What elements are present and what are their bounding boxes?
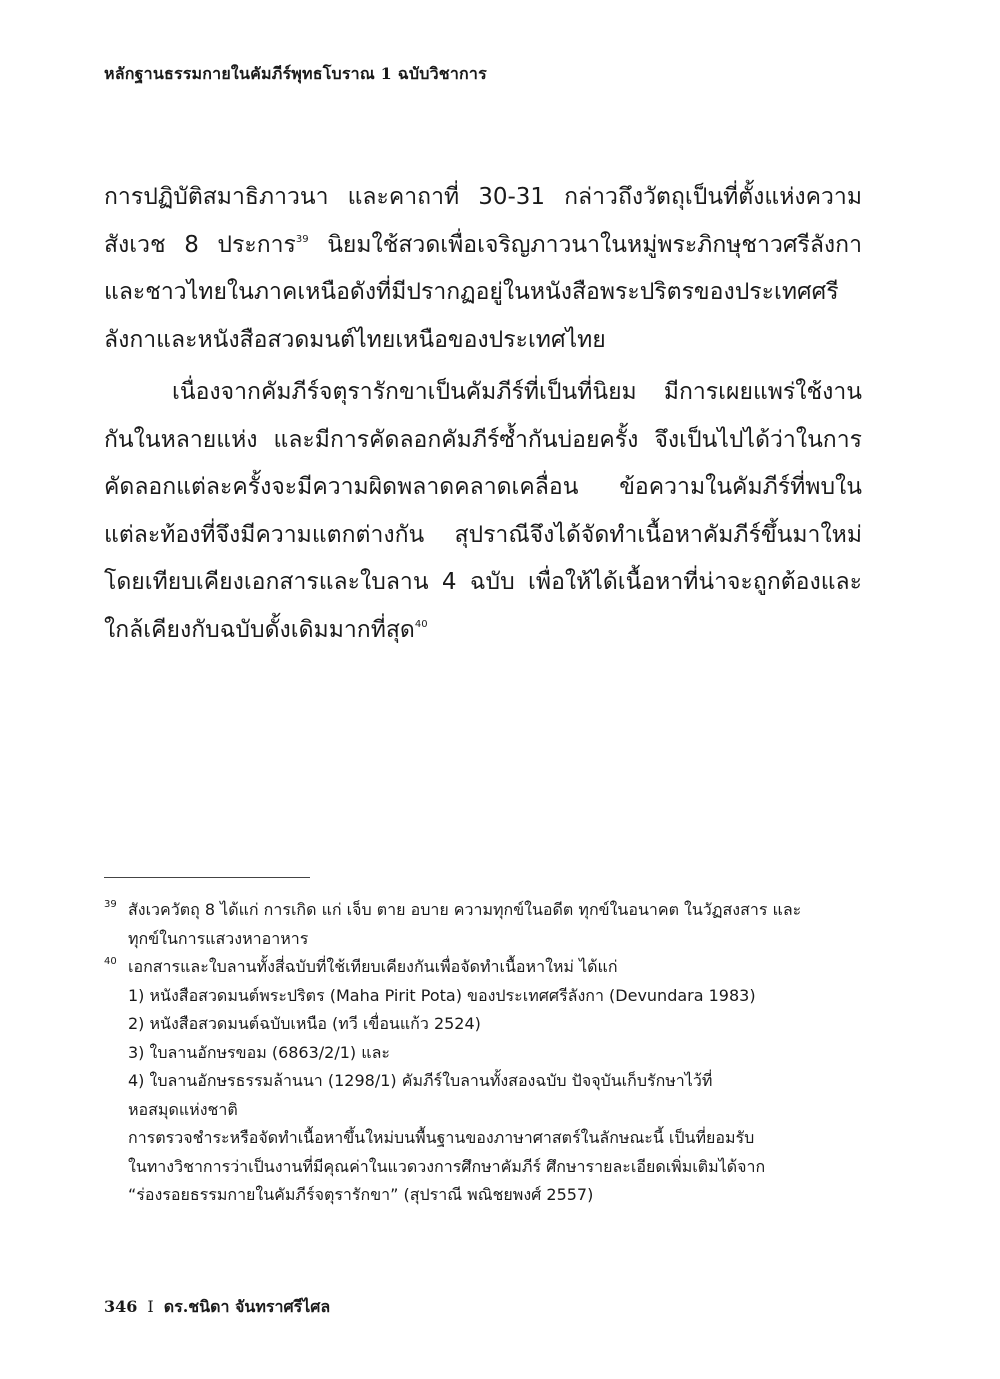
footnote-39-text (128, 896, 862, 953)
footer-separator: I (147, 1297, 154, 1316)
footnote-ref-39[interactable]: 39 (295, 233, 309, 245)
running-header: หลักฐานธรรมกายในคัมภีร์พุทธโบราณ 1 ฉบับวิชาการ (104, 64, 487, 83)
footnote-40-item-4-line-1: 4) ใบลานอักษรธรรมล้านนา (1298/1) คัมภีร์ใบลานทั้งสองฉบับ ปัจจุบันเก็บรักษาไว้ที่ (128, 1071, 713, 1090)
footnote-39-line-1: สังเวควัตถุ 8 ได้แก่ การเกิด แก่ เจ็บ ตาย อบาย ความทุกข์ในอดีต ทุกข์ในอนาคต ในวัฏสงสาร และ (128, 900, 802, 919)
footnote-40-item-1: 1) หนังสือสวดมนต์พระปริตร (Maha Pirit Pota) ของประเทศศรีลังกา (Devundara 1983) (128, 985, 756, 1005)
paragraph-2 (104, 369, 862, 654)
footnote-40-closing-line-2: ในทางวิชาการว่าเป็นงานที่มีคุณค่าในแวดวงการศึกษาคัมภีร์ ศึกษารายละเอียดเพิ่มเติมได้จาก (128, 1156, 766, 1176)
footnote-ref-40[interactable]: 40 (414, 618, 428, 630)
footnote-40-item-3: 3) ใบลานอักษรขอม (6863/2/1) และ (128, 1042, 390, 1062)
footnote-39-line-2: ทุกข์ในการแสวงหาอาหาร (128, 928, 309, 948)
footnote-40-number: 40 (104, 956, 117, 967)
footnote-39-number: 39 (104, 899, 117, 910)
footnote-divider (104, 877, 310, 878)
paragraph-2-text: เนื่องจากคัมภีร์จตุรารักขาเป็นคัมภีร์ที่เป็นที่นิยม มีการเผยแพร่ใช้งานกันในหลายแห่ง และมีการคัดลอกคัมภีร์ซ้ำกันบ่อยครั้ง จึงเป็นไปได้ว่าในการคัดลอกแต่ละครั้งจะมีความผิดพลาดคลาดเคลื่อน ข้อความในคัมภีร์ที่พบในแต่ละท้องที่จึงมีความแตกต่างกัน สุปราณีจึงได้จัดทำเนื้อหาคัมภีร์ขึ้นมาใหม่โดยเทียบเคียงเอกสารและใบลาน 4 ฉบับ เพื่อให้ได้เนื้อหาที่น่าจะถูกต้องและใกล้เคียงกับฉบับดั้งเดิมมากที่สุด (104, 379, 862, 643)
author-name: ดร.ชนิดา จันทราศรีไศล (163, 1297, 331, 1316)
page-number: 346 (104, 1297, 138, 1316)
footnotes (104, 896, 862, 1210)
footnote-40-item-2: 2) หนังสือสวดมนต์ฉบับเหนือ (ทวี เขื่อนแก้ว 2524) (128, 1014, 481, 1033)
paragraph-1 (104, 174, 862, 364)
page-footer (104, 1295, 330, 1320)
footnote-40-closing-line-1: การตรวจชำระหรือจัดทำเนื้อหาขึ้นใหม่บนพื้นฐานของภาษาศาสตร์ในลักษณะนี้ เป็นที่ยอมรับ (128, 1128, 755, 1147)
paragraph-1-text-b: นิยมใช้สวดเพื่อเจริญภาวนาในหมู่พระภิกษุชาวศรีลังกาและชาวไทยในภาคเหนือดังที่มีปรากฏอยู่ในหนังสือพระปริตรของประเทศศรีลังกาและหนังสือสวดมนต์ไทยเหนือของประเทศไทย (104, 231, 862, 353)
footnote-40-closing-line-3: “ร่องรอยธรรมกายในคัมภีร์จตุรารักขา” (สุปราณี พณิชยพงศ์ 2557) (128, 1185, 594, 1204)
footnote-40-intro: เอกสารและใบลานทั้งสี่ฉบับที่ใช้เทียบเคียงกันเพื่อจัดทำเนื้อหาใหม่ ได้แก่ (128, 957, 618, 976)
body-text (104, 174, 862, 654)
footnote-40-text (128, 953, 862, 1210)
paragraph-1-text-a: การปฏิบัติสมาธิภาวนา และคาถาที่ 30-31 กล่าวถึงวัตถุเป็นที่ตั้งแห่งความสังเวช 8 ประการ (104, 184, 862, 258)
footnote-39 (104, 896, 862, 953)
footnote-40-item-4-line-2: หอสมุดแห่งชาติ (128, 1099, 238, 1119)
footnote-40 (104, 953, 862, 1210)
